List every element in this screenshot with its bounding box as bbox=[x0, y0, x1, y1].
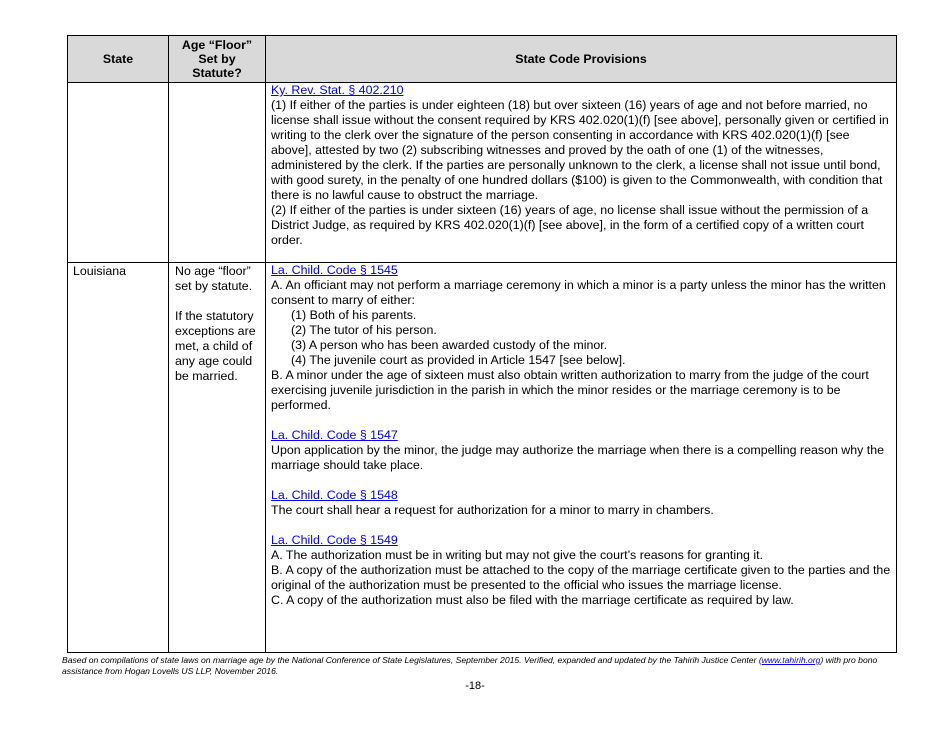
la-1545-item: (1) Both of his parents. bbox=[291, 308, 417, 322]
age-floor-exception-note: If the statutory exceptions are met, a child of any age could be married. bbox=[175, 309, 256, 383]
citation-link-la-1545[interactable]: La. Child. Code § 1545 bbox=[271, 263, 398, 277]
state-cell-louisiana: Louisiana bbox=[68, 263, 169, 653]
la-1548-text: The court shall hear a request for authorization for a minor to marry in chambers. bbox=[271, 503, 714, 517]
state-provisions-table bbox=[67, 35, 897, 653]
table-row-kentucky-continued bbox=[68, 83, 897, 263]
citation-link-la-1547[interactable]: La. Child. Code § 1547 bbox=[271, 428, 398, 442]
header-age-floor: Age “Floor” Set by Statute? bbox=[169, 36, 266, 83]
footnote-text-after: ) with pro bono assistance from Hogan Lovells US LLP, November 2016. bbox=[62, 655, 878, 676]
la-1545-para-a: A. An officiant may not perform a marriage ceremony in which a minor is a party unless the minor has the written consent to marry of either: bbox=[271, 278, 886, 307]
citation-link-la-1549[interactable]: La. Child. Code § 1549 bbox=[271, 533, 398, 547]
la-1549-para-a: A. The authorization must be in writing but may not give the court’s reasons for granting it. bbox=[271, 548, 763, 562]
la-1545-item: (3) A person who has been awarded custody of the minor. bbox=[291, 338, 608, 352]
citation-link-ky-402-210[interactable]: Ky. Rev. Stat. § 402.210 bbox=[271, 83, 404, 97]
la-1549-para-c: C. A copy of the authorization must also be filed with the marriage certificate as required by law. bbox=[271, 593, 794, 607]
state-cell bbox=[68, 83, 169, 263]
la-1545-item: (2) The tutor of his person. bbox=[291, 323, 437, 337]
table-header-row bbox=[68, 36, 897, 83]
ky-402-210-para-1: (1) If either of the parties is under eighteen (18) but over sixteen (16) years of age and not before married, no license shall issue without the consent required by KRS 402.020(1)(f) [see above], personally given or certified in writing to the clerk over the signature of the person consenting in accordance with KRS 402.020(1)(f) [see above], attested by two (2) subscribing witnesses and proved by the oath of one (1) of the witnesses, administered by the clerk. If the parties are personally unknown to the clerk, a license shall not issue until bond, with good surety, in the penalty of one hundred dollars ($100) is given to the Commonwealth, with condition that there is no lawful cause to obstruct the marriage. bbox=[271, 98, 889, 202]
tahirih-website-link[interactable]: www.tahirih.org bbox=[761, 655, 821, 665]
la-1547-text: Upon application by the minor, the judge may authorize the marriage when there is a compelling reason why the marriage should take place. bbox=[271, 443, 884, 472]
age-floor-note: No age “floor” set by statute. bbox=[175, 264, 253, 293]
age-floor-cell-louisiana bbox=[169, 263, 266, 653]
table-row-louisiana bbox=[68, 263, 897, 653]
provisions-cell bbox=[266, 83, 897, 263]
ky-402-210-para-2: (2) If either of the parties is under sixteen (16) years of age, no license shall issue without the permission of a District Judge, as required by KRS 402.020(1)(f) [see above], in the form of a certified copy of a written court order. bbox=[271, 203, 869, 247]
header-provisions: State Code Provisions bbox=[266, 36, 897, 83]
citation-link-la-1548[interactable]: La. Child. Code § 1548 bbox=[271, 488, 398, 502]
la-1545-para-b: B. A minor under the age of sixteen must also obtain written authorization to marry from the judge of the court exercising juvenile jurisdiction in the parish in which the minor resides or the marriage ceremony is to be performed. bbox=[271, 368, 869, 412]
header-state: State bbox=[68, 36, 169, 83]
footnote-text-before: Based on compilations of state laws on marriage age by the National Conference of State Legislatures, September 2015. Verified, expanded and updated by the Tahirih Justice Center ( bbox=[62, 655, 762, 665]
page-number: -18- bbox=[465, 680, 485, 692]
la-1549-para-b: B. A copy of the authorization must be attached to the copy of the marriage certificate given to the parties and the original of the authorization must be presented to the official who issues the marriage license. bbox=[271, 563, 891, 592]
la-1545-item: (4) The juvenile court as provided in Article 1547 [see below]. bbox=[291, 353, 626, 367]
source-footnote bbox=[62, 655, 902, 676]
age-floor-cell bbox=[169, 83, 266, 263]
provisions-cell-louisiana bbox=[266, 263, 897, 653]
